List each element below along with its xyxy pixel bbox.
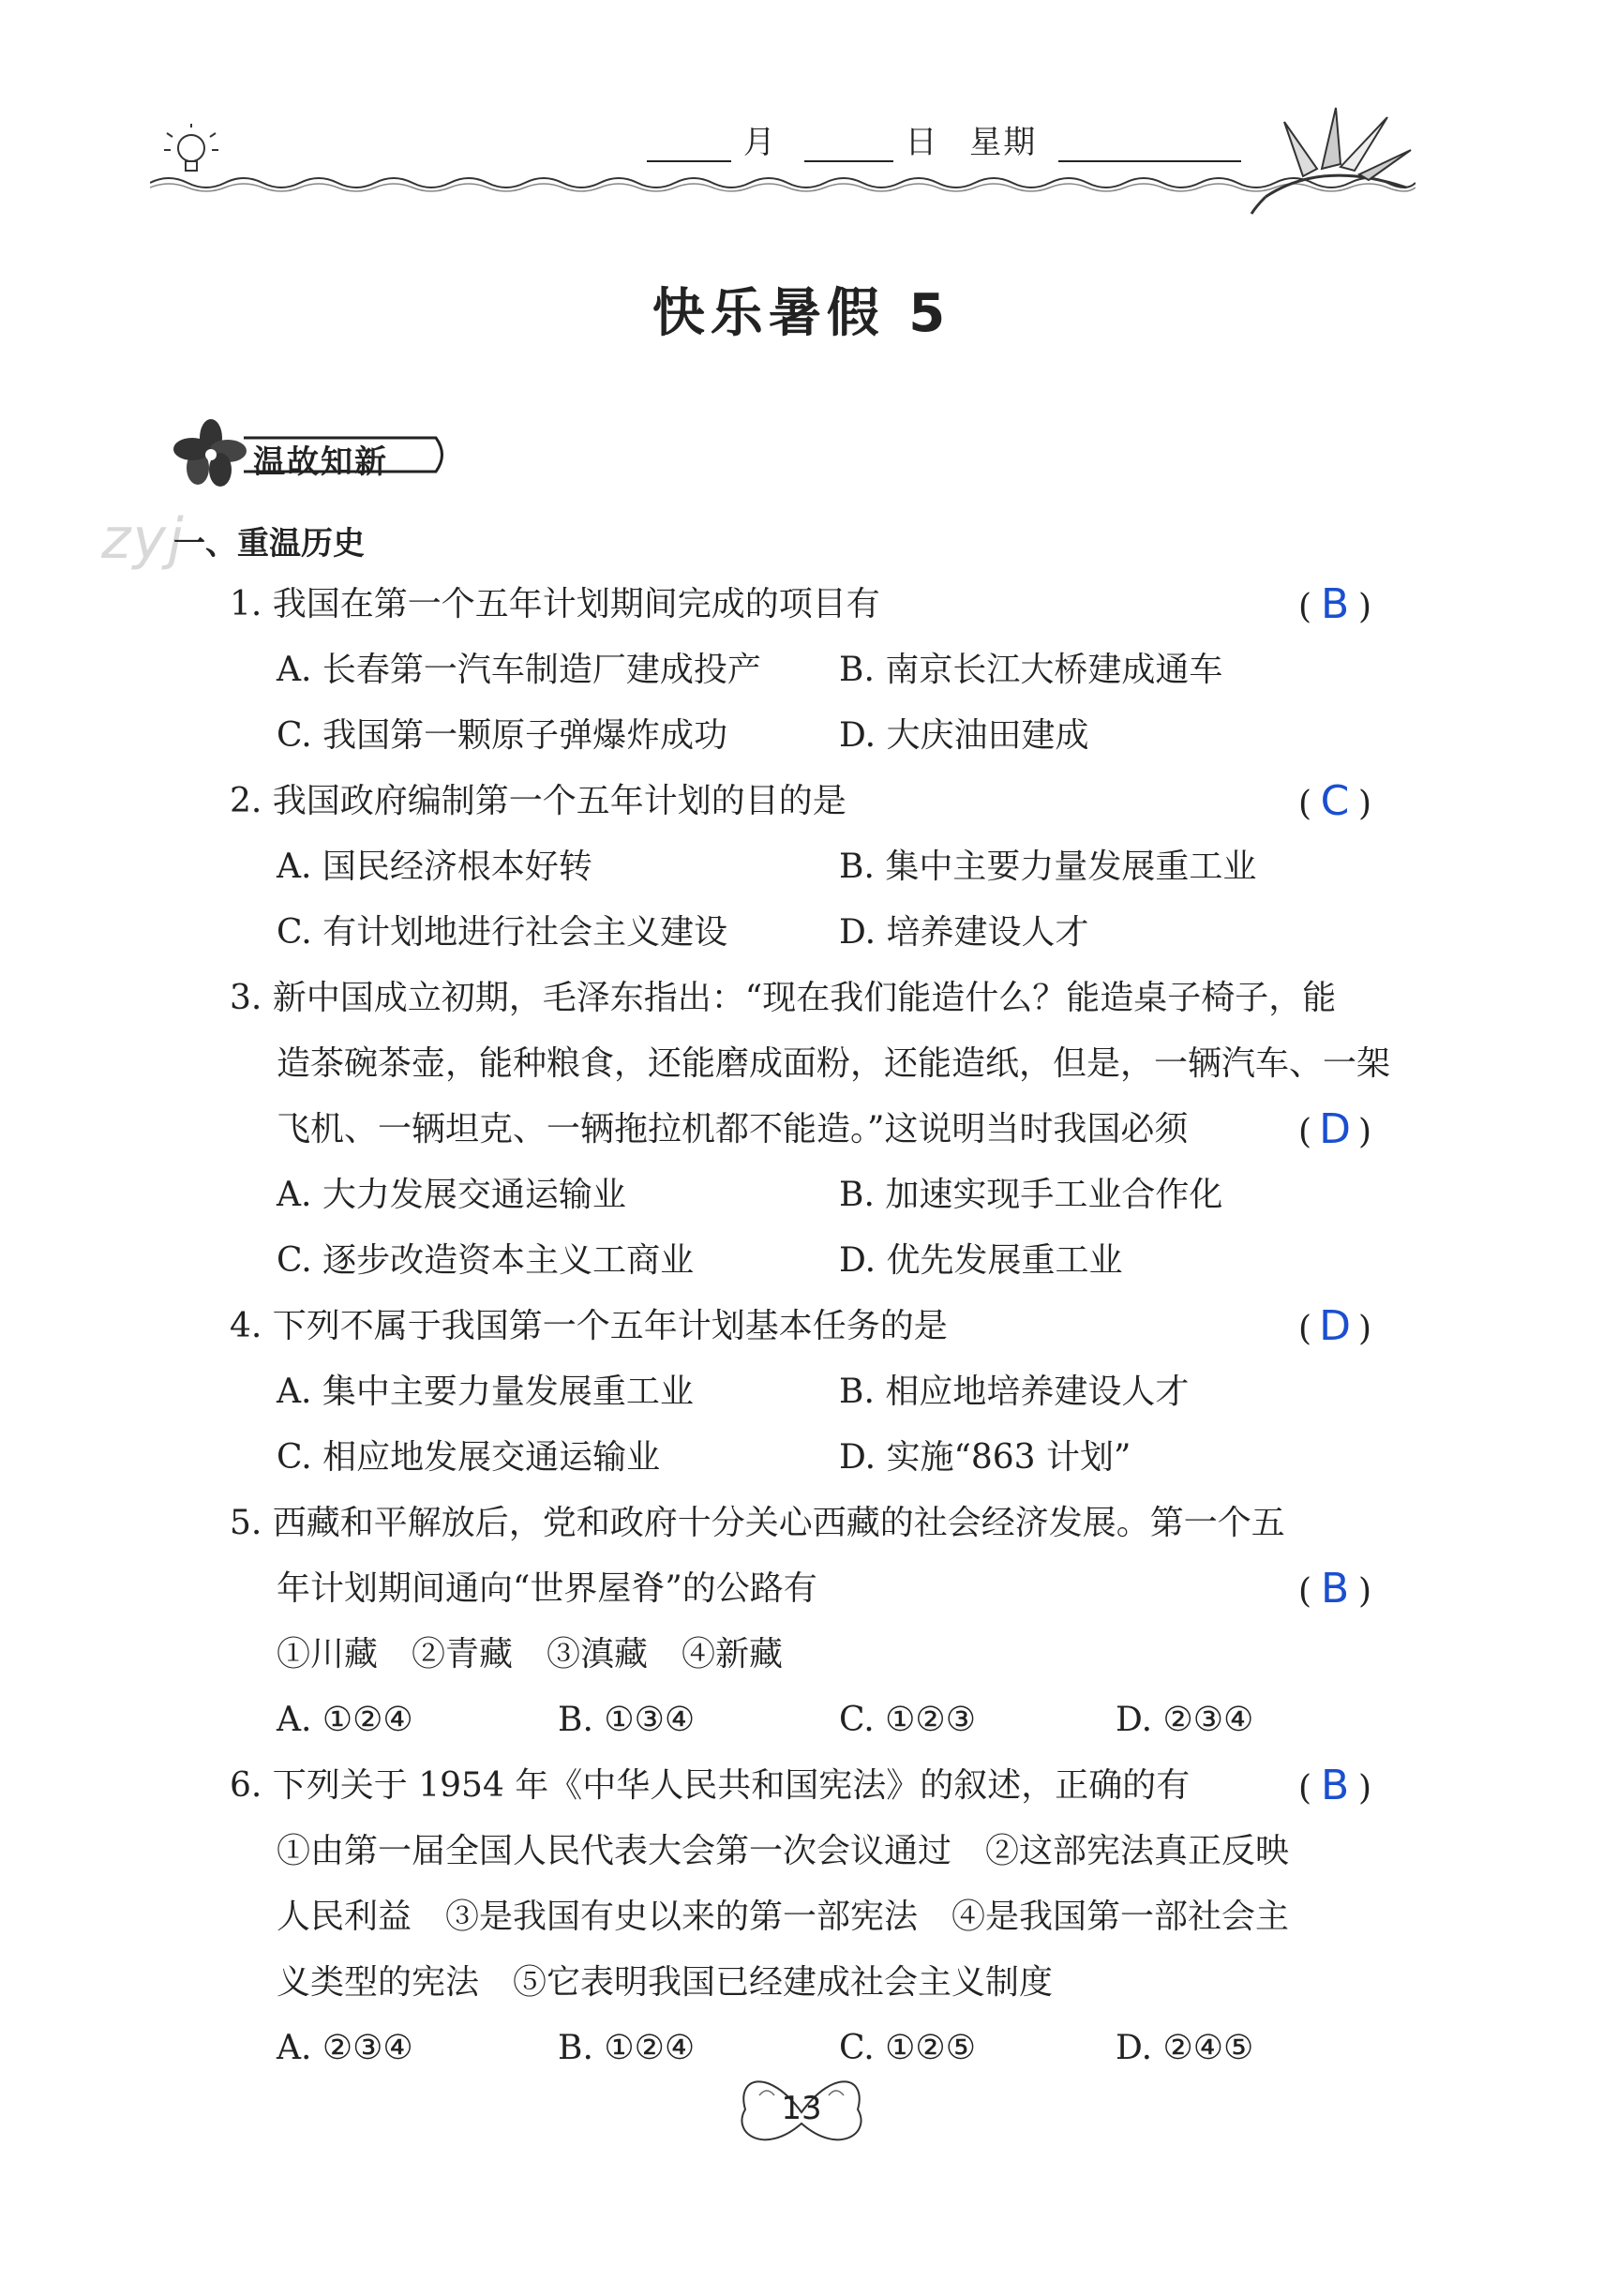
question-3-stem-line-1: 3. 新中国成立初期，毛泽东指出：“现在我们能造什么？能造桌子椅子，能 xyxy=(230,979,1337,1017)
question-3-option-d: D. 优先发展重工业 xyxy=(839,1241,1123,1280)
month-label: 月 xyxy=(742,124,777,161)
question-4-option-a: A. 集中主要力量发展重工业 xyxy=(277,1373,694,1411)
question-1-answer[interactable]: ( B ) xyxy=(1298,580,1372,628)
page-number-badge xyxy=(731,2067,872,2156)
section-badge xyxy=(169,417,450,492)
weekday-blank[interactable] xyxy=(1058,128,1241,162)
question-3-option-c: C. 逐步改造资本主义工商业 xyxy=(277,1241,695,1280)
bird-of-paradise-flower-icon xyxy=(1247,103,1416,216)
question-2-option-c: C. 有计划地进行社会主义建设 xyxy=(277,913,728,952)
question-3-stem-line-3: 飞机、一辆坦克、一辆拖拉机都不能造。”这说明当时我国必须 xyxy=(277,1110,1189,1148)
question-1-option-a: A. 长春第一汽车制造厂建成投产 xyxy=(277,651,761,689)
question-5-stem-line-1: 5. 西藏和平解放后，党和政府十分关心西藏的社会经济发展。第一个五 xyxy=(230,1504,1285,1542)
question-6-answer[interactable]: ( B ) xyxy=(1298,1762,1372,1809)
question-5-option-d: D. ②③④ xyxy=(1116,1701,1254,1739)
question-3-option-b: B. 加速实现手工业合作化 xyxy=(839,1176,1223,1214)
question-2-answer[interactable]: ( C ) xyxy=(1298,777,1372,825)
question-1-stem: 1. 我国在第一个五年计划期间完成的项目有 xyxy=(230,585,880,623)
day-blank[interactable] xyxy=(804,128,893,162)
question-4-option-b: B. 相应地培养建设人才 xyxy=(839,1373,1190,1411)
wavy-divider xyxy=(150,169,1416,197)
watermark-text: zyj xyxy=(101,506,186,572)
question-6-stem-line-1: 6. 下列关于 1954 年《中华人民共和国宪法》的叙述，正确的有 xyxy=(230,1766,1191,1805)
question-6-option-a: A. ②③④ xyxy=(277,2029,413,2067)
question-2-option-a: A. 国民经济根本好转 xyxy=(277,848,592,886)
question-6-stem-line-3: 人民利益 ③是我国有史以来的第一部宪法 ④是我国第一部社会主 xyxy=(277,1898,1290,1936)
page-number: 13 xyxy=(781,2090,822,2127)
page-header xyxy=(150,103,1416,216)
question-1-option-b: B. 南京长江大桥建成通车 xyxy=(839,651,1223,689)
question-2-stem: 2. 我国政府编制第一个五年计划的目的是 xyxy=(230,782,846,820)
page-title: 快乐暑假 5 xyxy=(652,283,951,344)
question-3-stem-line-2: 造茶碗茶壶，能种粮食，还能磨成面粉，还能造纸，但是，一辆汽车、一架 xyxy=(277,1044,1391,1083)
question-6-option-b: B. ①②④ xyxy=(558,2029,696,2067)
question-6-option-c: C. ①②⑤ xyxy=(839,2029,976,2067)
section-badge-label: 温故知新 xyxy=(253,443,388,481)
question-6-stem-line-2: ①由第一届全国人民代表大会第一次会议通过 ②这部宪法真正反映 xyxy=(277,1832,1290,1870)
question-2-option-d: D. 培养建设人才 xyxy=(839,913,1089,952)
question-2-option-b: B. 集中主要力量发展重工业 xyxy=(839,848,1257,886)
question-3-answer[interactable]: ( D ) xyxy=(1298,1105,1372,1153)
question-4-stem: 4. 下列不属于我国第一个五年计划基本任务的是 xyxy=(230,1307,948,1345)
question-1-option-c: C. 我国第一颗原子弹爆炸成功 xyxy=(277,716,728,755)
question-3-option-a: A. 大力发展交通运输业 xyxy=(277,1176,626,1214)
date-line xyxy=(647,116,1241,162)
day-label: 日 xyxy=(905,124,939,161)
question-5-answer[interactable]: ( B ) xyxy=(1298,1565,1372,1613)
question-5-option-c: C. ①②③ xyxy=(839,1701,976,1739)
question-6-stem-line-4: 义类型的宪法 ⑤它表明我国已经建成社会主义制度 xyxy=(277,1963,1054,2002)
question-4-answer[interactable]: ( D ) xyxy=(1298,1302,1372,1350)
question-5-choices: ①川藏 ②青藏 ③滇藏 ④新藏 xyxy=(277,1635,784,1673)
question-6-option-d: D. ②④⑤ xyxy=(1116,2029,1254,2067)
month-blank[interactable] xyxy=(647,128,731,162)
question-5-stem-line-2: 年计划期间通向“世界屋脊”的公路有 xyxy=(277,1569,817,1608)
question-5-option-a: A. ①②④ xyxy=(277,1701,413,1739)
question-4-option-d: D. 实施“863 计划” xyxy=(839,1438,1131,1477)
question-4-option-c: C. 相应地发展交通运输业 xyxy=(277,1438,661,1477)
question-1-option-d: D. 大庆油田建成 xyxy=(839,716,1089,755)
weekday-label: 星期 xyxy=(969,124,1038,161)
section-subheading: 一、重温历史 xyxy=(173,525,365,563)
question-5-option-b: B. ①③④ xyxy=(558,1701,696,1739)
